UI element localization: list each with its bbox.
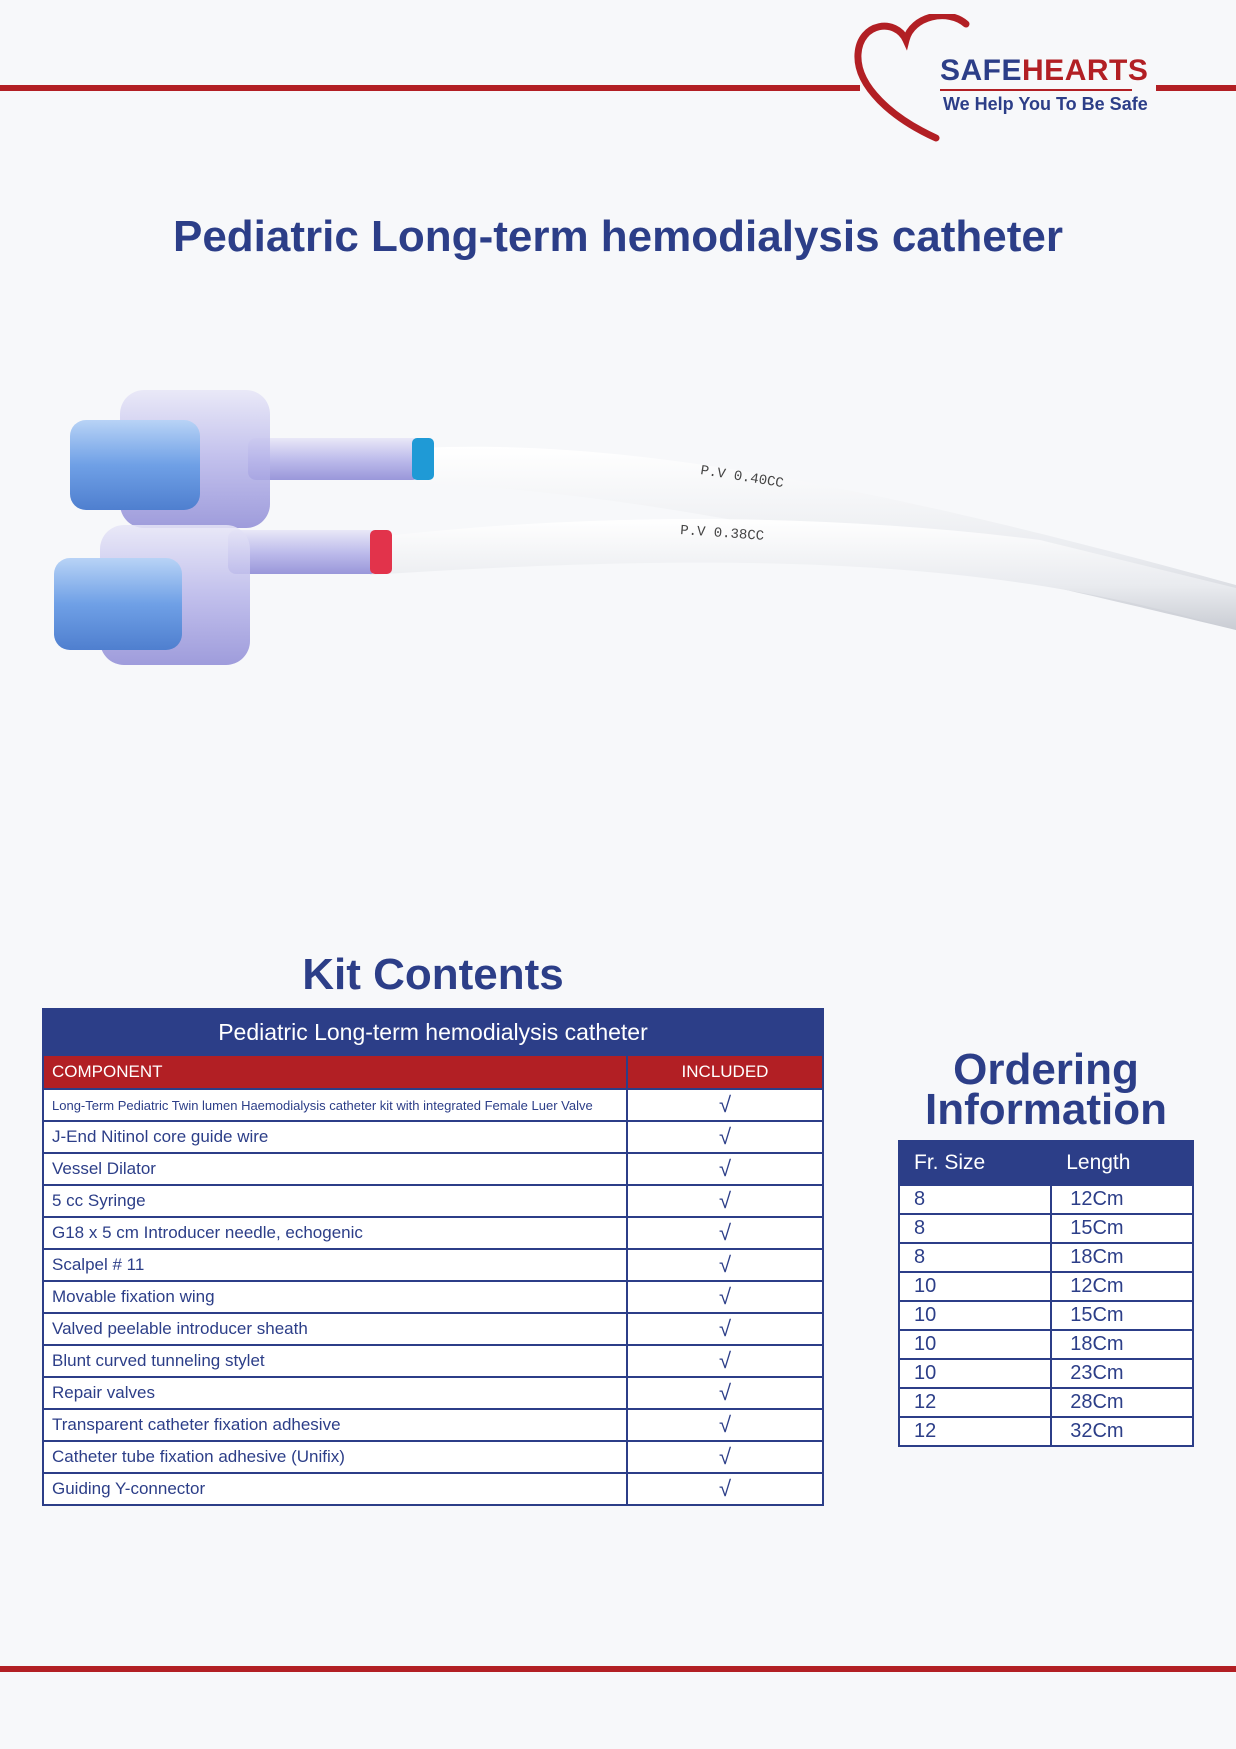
header-rule-right bbox=[1156, 85, 1236, 91]
table-row bbox=[899, 1272, 1193, 1301]
ordering-table bbox=[898, 1140, 1194, 1447]
fr-size: 10 bbox=[899, 1359, 1051, 1388]
component-name: Movable fixation wing bbox=[43, 1281, 627, 1313]
table-row bbox=[43, 1313, 823, 1345]
length: 28Cm bbox=[1051, 1388, 1193, 1417]
table-row bbox=[43, 1089, 823, 1121]
length: 23Cm bbox=[1051, 1359, 1193, 1388]
included-check-icon: √ bbox=[627, 1217, 823, 1249]
column-header-component: COMPONENT bbox=[43, 1055, 627, 1089]
table-row bbox=[899, 1417, 1193, 1446]
fr-size: 8 bbox=[899, 1214, 1051, 1243]
table-row bbox=[43, 1281, 823, 1313]
fr-size: 12 bbox=[899, 1388, 1051, 1417]
brand-name bbox=[940, 54, 1148, 88]
component-name: J-End Nitinol core guide wire bbox=[43, 1121, 627, 1153]
brand-name-part2: HEARTS bbox=[1022, 54, 1149, 87]
fr-size: 10 bbox=[899, 1330, 1051, 1359]
table-row bbox=[899, 1388, 1193, 1417]
included-check-icon: √ bbox=[627, 1121, 823, 1153]
length: 15Cm bbox=[1051, 1301, 1193, 1330]
table-row bbox=[43, 1217, 823, 1249]
ordering-heading bbox=[898, 1045, 1194, 1134]
component-name: Catheter tube fixation adhesive (Unifix) bbox=[43, 1441, 627, 1473]
table-row bbox=[899, 1330, 1193, 1359]
included-check-icon: √ bbox=[627, 1441, 823, 1473]
included-check-icon: √ bbox=[627, 1313, 823, 1345]
page-title: Pediatric Long-term hemodialysis catheter bbox=[172, 212, 1064, 261]
column-header-included: INCLUDED bbox=[627, 1055, 823, 1089]
included-check-icon: √ bbox=[627, 1281, 823, 1313]
table-row bbox=[899, 1301, 1193, 1330]
table-row bbox=[43, 1409, 823, 1441]
tube-marking-upper: P.V 0.40CC bbox=[699, 463, 785, 493]
table-row bbox=[43, 1345, 823, 1377]
ordering-heading-line1: Ordering bbox=[953, 1045, 1139, 1094]
component-name: Vessel Dilator bbox=[43, 1153, 627, 1185]
brand-name-part1: SAFE bbox=[940, 54, 1023, 87]
kit-table-caption-row bbox=[43, 1009, 823, 1055]
length: 15Cm bbox=[1051, 1214, 1193, 1243]
component-name: Guiding Y-connector bbox=[43, 1473, 627, 1505]
component-name: Repair valves bbox=[43, 1377, 627, 1409]
component-name: Valved peelable introducer sheath bbox=[43, 1313, 627, 1345]
catheter-illustration bbox=[40, 390, 1236, 770]
component-name: Blunt curved tunneling stylet bbox=[43, 1345, 627, 1377]
table-row bbox=[43, 1121, 823, 1153]
kit-contents-heading: Kit Contents bbox=[302, 950, 564, 999]
included-check-icon: √ bbox=[627, 1377, 823, 1409]
table-row bbox=[43, 1377, 823, 1409]
component-name: Transparent catheter fixation adhesive bbox=[43, 1409, 627, 1441]
tube-marking-lower: P.V 0.38CC bbox=[679, 523, 765, 545]
component-name: G18 x 5 cm Introducer needle, echogenic bbox=[43, 1217, 627, 1249]
brand-tagline: We Help You To Be Safe bbox=[943, 94, 1148, 114]
brand-underline bbox=[940, 89, 1132, 91]
kit-contents-table bbox=[42, 1008, 824, 1506]
footer-rule bbox=[0, 1666, 1236, 1672]
component-name: Long-Term Pediatric Twin lumen Haemodialysis catheter kit with integrated Female Luer Valve bbox=[43, 1089, 627, 1121]
included-check-icon: √ bbox=[627, 1473, 823, 1505]
length: 12Cm bbox=[1051, 1185, 1193, 1214]
included-check-icon: √ bbox=[627, 1153, 823, 1185]
included-check-icon: √ bbox=[627, 1249, 823, 1281]
table-row bbox=[899, 1243, 1193, 1272]
length: 18Cm bbox=[1051, 1243, 1193, 1272]
kit-table-caption: Pediatric Long-term hemodialysis catheter bbox=[43, 1009, 823, 1055]
table-row bbox=[43, 1185, 823, 1217]
included-check-icon: √ bbox=[627, 1409, 823, 1441]
length: 32Cm bbox=[1051, 1417, 1193, 1446]
included-check-icon: √ bbox=[627, 1345, 823, 1377]
table-row bbox=[899, 1214, 1193, 1243]
table-row bbox=[899, 1185, 1193, 1214]
ordering-heading-line2: Information bbox=[925, 1085, 1167, 1134]
table-row bbox=[43, 1153, 823, 1185]
length: 18Cm bbox=[1051, 1330, 1193, 1359]
column-header-size: Fr. Size bbox=[899, 1141, 1051, 1185]
table-row bbox=[43, 1473, 823, 1505]
table-row bbox=[43, 1249, 823, 1281]
fr-size: 8 bbox=[899, 1243, 1051, 1272]
safehearts-logo bbox=[848, 14, 1148, 144]
table-row bbox=[899, 1359, 1193, 1388]
product-image bbox=[40, 390, 1236, 770]
fr-size: 12 bbox=[899, 1417, 1051, 1446]
header-rule-left bbox=[0, 85, 860, 91]
length: 12Cm bbox=[1051, 1272, 1193, 1301]
included-check-icon: √ bbox=[627, 1185, 823, 1217]
table-row bbox=[43, 1441, 823, 1473]
kit-table-header-row bbox=[43, 1055, 823, 1089]
fr-size: 8 bbox=[899, 1185, 1051, 1214]
ordering-table-header-row bbox=[899, 1141, 1193, 1185]
included-check-icon: √ bbox=[627, 1089, 823, 1121]
fr-size: 10 bbox=[899, 1301, 1051, 1330]
fr-size: 10 bbox=[899, 1272, 1051, 1301]
component-name: Scalpel # 11 bbox=[43, 1249, 627, 1281]
column-header-length: Length bbox=[1051, 1141, 1193, 1185]
component-name: 5 cc Syringe bbox=[43, 1185, 627, 1217]
